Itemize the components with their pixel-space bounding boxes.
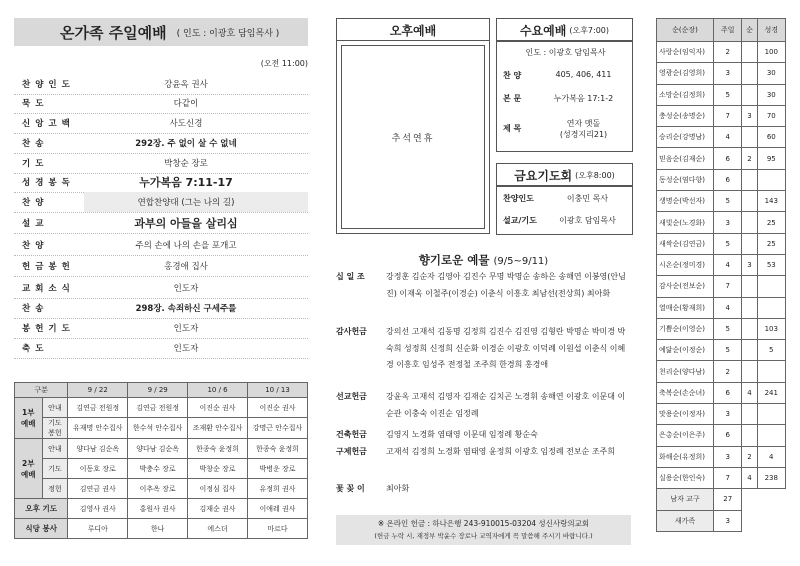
- friday-title: 금요기도회: [514, 168, 573, 183]
- worship-row-label: 기도: [22, 159, 49, 169]
- offering-label: 꽃 꽂 이: [336, 484, 365, 493]
- attendance-cell: 100: [757, 42, 785, 63]
- attendance-cell: 3: [714, 510, 742, 531]
- attendance-cell: 남자 교구: [657, 489, 714, 510]
- attendance-cell: 소망순(김정희): [657, 84, 714, 105]
- schedule-cell: 한종숙 윤정희: [248, 439, 308, 459]
- wednesday-sermon-sub: (성경지리21): [559, 130, 608, 139]
- schedule-cell: 김재순 권사: [188, 499, 248, 519]
- offerings-dates: (9/5~9/11): [493, 256, 549, 267]
- attendance-cell: [742, 212, 757, 233]
- attendance-row: [657, 467, 786, 488]
- attendance-cell: 화해순(유정희): [657, 446, 714, 467]
- worship-row-label: 찬양: [22, 241, 49, 251]
- schedule-cell: 한종숙 윤정희: [188, 439, 248, 459]
- wednesday-title: 수요예배: [519, 23, 567, 38]
- schedule-header-cell: 10 / 13: [248, 383, 308, 398]
- friday-time: (오후8:00): [575, 170, 615, 180]
- attendance-cell: 3: [742, 254, 757, 275]
- attendance-cell: 동성순(염다향): [657, 169, 714, 190]
- attendance-row: [657, 382, 786, 403]
- schedule-row: [15, 519, 308, 539]
- attendance-cell: 143: [757, 191, 785, 212]
- schedule-cell: 루디아: [68, 519, 128, 539]
- offering-label: 십 일 조: [336, 272, 365, 281]
- offering-row: [336, 269, 631, 302]
- attendance-cell: [757, 297, 785, 318]
- worship-row-label: 신앙고백: [22, 119, 75, 129]
- wednesday-hymn-label: 찬 양: [503, 71, 522, 80]
- attendance-cell: 3: [714, 63, 742, 84]
- worship-row-value: 사도신경: [169, 119, 203, 129]
- attendance-row: [657, 446, 786, 467]
- sunday-header: [14, 18, 308, 46]
- worship-row-value: 주의 손에 나의 손을 포개고: [135, 241, 237, 251]
- attendance-cell: 27: [714, 489, 742, 510]
- attendance-row: [657, 169, 786, 190]
- attendance-cell: 2: [714, 361, 742, 382]
- attendance-cell: [742, 404, 757, 425]
- wednesday-leader: 인도 : 이광호 담임목사: [525, 48, 606, 57]
- schedule-cell: 김연금 전원정: [128, 398, 188, 418]
- attendance-row: [657, 425, 786, 446]
- attendance-cell: 5: [757, 340, 785, 361]
- attendance-cell: 4: [757, 446, 785, 467]
- attendance-cell: 2: [714, 42, 742, 63]
- schedule-group: 1부 예배: [15, 398, 43, 439]
- attendance-cell: [742, 361, 757, 382]
- worship-row: [14, 256, 308, 277]
- schedule-header-cell: 구분: [15, 383, 68, 398]
- worship-row-value: 298장. 속죄하신 구세주를: [135, 304, 237, 314]
- attendance-cell: 천리순(양다남): [657, 361, 714, 382]
- attendance-cell: [742, 42, 757, 63]
- attendance-cell: 5: [714, 318, 742, 339]
- worship-row-label: 교회소식: [22, 284, 75, 294]
- friday-sermon-label: 설교/기도: [503, 216, 537, 225]
- schedule-row: [15, 439, 308, 459]
- attendance-cell: 믿음순(김재순): [657, 148, 714, 169]
- schedule-cell: 한수석 안수집사: [128, 418, 188, 439]
- attendance-cell: 60: [757, 127, 785, 148]
- schedule-cell: 양다남 김순옥: [128, 439, 188, 459]
- attendance-row: [657, 489, 786, 510]
- wednesday-hymn: 405, 406, 411: [555, 70, 612, 79]
- schedule-cell: 이진순 권사: [188, 398, 248, 418]
- attendance-table: [656, 18, 786, 532]
- worship-row: [14, 74, 308, 95]
- schedule-row: [15, 479, 308, 499]
- attendance-cell: 4: [714, 254, 742, 275]
- offering-label: 선교헌금: [336, 392, 367, 401]
- worship-row: [14, 113, 308, 134]
- attendance-cell: 30: [757, 84, 785, 105]
- worship-row: [14, 93, 308, 114]
- offering-names: 강윤옥 고재석 김영자 김재순 김치곤 노경휘 송해연 이광호 이문대 이순관 이충숙 이진순 임정례: [386, 392, 626, 418]
- schedule-row: [15, 418, 308, 439]
- attendance-cell: 103: [757, 318, 785, 339]
- attendance-cell: 30: [757, 63, 785, 84]
- offering-label: 건축헌금: [336, 430, 367, 439]
- schedule-cell: 조재환 안수집사: [188, 418, 248, 439]
- attendance-cell: 238: [757, 467, 785, 488]
- attendance-row: [657, 127, 786, 148]
- attendance-cell: [757, 404, 785, 425]
- sunday-time: (오전 11:00): [260, 59, 308, 68]
- attendance-cell: 6: [714, 382, 742, 403]
- attendance-cell: 5: [714, 340, 742, 361]
- worship-row: [14, 298, 308, 319]
- attendance-cell: [757, 276, 785, 297]
- attendance-cell: 영광순(김영희): [657, 63, 714, 84]
- attendance-row: [657, 148, 786, 169]
- attendance-cell: 새싹순(김연금): [657, 233, 714, 254]
- schedule-cell: 박창순 장로: [188, 459, 248, 479]
- attendance-cell: 4: [742, 467, 757, 488]
- attendance-cell: 4: [714, 297, 742, 318]
- offering-row: [336, 481, 631, 498]
- attendance-row: [657, 233, 786, 254]
- schedule-group: 2부 예배: [15, 439, 43, 499]
- attendance-header-cell: 순(순장): [657, 19, 714, 42]
- attendance-cell: 은총순(이은주): [657, 425, 714, 446]
- wednesday-time: (오후7:00): [569, 25, 610, 35]
- wednesday-sermon-title: 연자 맷돌: [566, 119, 601, 128]
- schedule-cell: 김영사 권사: [68, 499, 128, 519]
- attendance-cell: [742, 84, 757, 105]
- offering-names: 김영지 노경화 염태영 이문대 임정례 황순숙: [386, 430, 538, 439]
- attendance-row: [657, 340, 786, 361]
- attendance-cell: 생명순(박선자): [657, 191, 714, 212]
- attendance-cell: 7: [714, 105, 742, 126]
- attendance-cell: 3: [714, 446, 742, 467]
- worship-row: [14, 153, 308, 174]
- attendance-cell: 시온순(정미경): [657, 254, 714, 275]
- worship-row-value: 인도자: [173, 324, 199, 334]
- wednesday-title-label: 제 목: [503, 124, 522, 133]
- afternoon-box: [336, 40, 490, 234]
- attendance-cell: 예닮순(이정순): [657, 340, 714, 361]
- attendance-header-cell: 순: [742, 19, 757, 42]
- worship-row-value: 인도자: [173, 284, 199, 294]
- attendance-cell: [742, 318, 757, 339]
- schedule-row: [15, 499, 308, 519]
- offering-row: [336, 444, 631, 461]
- attendance-cell: 축복순(손순녀): [657, 382, 714, 403]
- attendance-cell: 6: [714, 169, 742, 190]
- attendance-cell: 열매순(황재희): [657, 297, 714, 318]
- attendance-cell: [757, 425, 785, 446]
- attendance-cell: [742, 127, 757, 148]
- offering-row: [336, 324, 631, 374]
- worship-row-label: 찬송: [22, 139, 49, 149]
- attendance-row: [657, 318, 786, 339]
- schedule-header-cell: 9 / 29: [128, 383, 188, 398]
- attendance-cell: 241: [757, 382, 785, 403]
- worship-row-label: 찬양인도: [22, 80, 75, 90]
- attendance-cell: [757, 361, 785, 382]
- attendance-row: [657, 276, 786, 297]
- attendance-empty: [742, 510, 786, 531]
- online-offering-note: [336, 515, 631, 545]
- worship-row-value: 박창순 장로: [164, 159, 208, 169]
- offerings-title: 향기로운 예물: [418, 253, 490, 267]
- schedule-cell: 박충수 장로: [128, 459, 188, 479]
- sunday-title: 온가족 주일예배: [60, 23, 167, 42]
- attendance-cell: [742, 233, 757, 254]
- schedule-cell: 마르다: [248, 519, 308, 539]
- schedule-cell: 양다남 김순옥: [68, 439, 128, 459]
- schedule-cell: 한나: [128, 519, 188, 539]
- schedule-cell: 홍원사 권사: [128, 499, 188, 519]
- attendance-row: [657, 42, 786, 63]
- attendance-cell: 충성순(송명순): [657, 105, 714, 126]
- attendance-row: [657, 212, 786, 233]
- worship-row-label: 봉헌기도: [22, 324, 75, 334]
- schedule-row: [15, 459, 308, 479]
- attendance-row: [657, 510, 786, 531]
- friday-header: [496, 163, 633, 187]
- afternoon-title: 오후예배: [336, 18, 490, 41]
- attendance-cell: 4: [714, 127, 742, 148]
- worship-row-label: 찬송: [22, 304, 49, 314]
- wednesday-text: 누가복음 17:1-2: [553, 94, 614, 103]
- attendance-cell: 5: [714, 84, 742, 105]
- attendance-cell: [742, 169, 757, 190]
- worship-row-value: 홍경애 집사: [164, 262, 208, 272]
- sunday-subtitle: ( 인도 : 이광호 담임목사 ): [176, 28, 280, 39]
- wednesday-text-label: 본 문: [503, 94, 522, 103]
- friday-praise-label: 찬양인도: [503, 194, 534, 203]
- duty-schedule-table: [14, 382, 308, 539]
- bank-note: (헌금 누락 시, 재정부 박윤수 장로나 교역자에게 꼭 말씀해 주시기 바랍니다.): [374, 532, 593, 540]
- worship-row-label: 성경봉독: [22, 178, 75, 188]
- schedule-role: 식당 봉사: [15, 519, 68, 539]
- worship-row-value: 인도자: [173, 344, 199, 354]
- offering-names: 강정훈 김순자 김영아 김진수 무명 박명순 송하은 송해연 이봉영(안님진) 이재욱 이철주(이경순) 이춘식 이흥호 최남선(전상희) 최아화: [386, 272, 626, 298]
- attendance-cell: 5: [714, 233, 742, 254]
- worship-row-label: 설교: [22, 219, 49, 229]
- schedule-role: 기도: [42, 459, 68, 479]
- schedule-cell: 강명근 안수집사: [248, 418, 308, 439]
- attendance-cell: 4: [742, 382, 757, 403]
- worship-row-value: 과부의 아들을 살리심: [134, 217, 238, 230]
- schedule-row: [15, 398, 308, 418]
- attendance-cell: 25: [757, 212, 785, 233]
- schedule-header-cell: 10 / 6: [188, 383, 248, 398]
- offerings-header: [336, 252, 631, 268]
- schedule-role: 기도 봉헌: [42, 418, 68, 439]
- schedule-cell: 에스더: [188, 519, 248, 539]
- attendance-cell: 25: [757, 233, 785, 254]
- offering-row: [336, 389, 631, 422]
- schedule-role: 안내: [42, 439, 68, 459]
- schedule-cell: 이애레 권사: [248, 499, 308, 519]
- attendance-header-cell: 성경: [757, 19, 785, 42]
- attendance-cell: 새가족: [657, 510, 714, 531]
- worship-row-value: 292장. 주 없이 살 수 없네: [135, 139, 237, 149]
- schedule-role: 안내: [42, 398, 68, 418]
- attendance-cell: 새빛순(노경화): [657, 212, 714, 233]
- worship-row: [14, 338, 308, 359]
- attendance-cell: 감사순(전보순): [657, 276, 714, 297]
- schedule-role: 오후 기도: [15, 499, 68, 519]
- schedule-cell: 김연금 전원정: [68, 398, 128, 418]
- attendance-cell: [742, 191, 757, 212]
- friday-sermon: 이광호 담임목사: [559, 216, 616, 225]
- offering-row: [336, 427, 631, 444]
- attendance-cell: 70: [757, 105, 785, 126]
- attendance-row: [657, 297, 786, 318]
- attendance-cell: 6: [714, 425, 742, 446]
- attendance-cell: 실용순(한인숙): [657, 467, 714, 488]
- attendance-row: [657, 63, 786, 84]
- offering-names: 최아화: [386, 484, 410, 493]
- schedule-cell: 이추옥 장로: [128, 479, 188, 499]
- attendance-empty: [742, 489, 786, 510]
- worship-row-value: 강윤옥 권사: [164, 80, 208, 90]
- worship-row: [14, 278, 308, 299]
- attendance-cell: 3: [742, 105, 757, 126]
- wednesday-header: [496, 18, 633, 42]
- friday-box: [496, 185, 633, 235]
- attendance-cell: 7: [714, 276, 742, 297]
- worship-row-value: 연합찬양대 (그는 나의 길): [84, 192, 308, 212]
- worship-row-label: 헌금봉헌: [22, 262, 75, 272]
- schedule-cell: 이진순 권사: [248, 398, 308, 418]
- worship-row: [14, 235, 308, 256]
- attendance-cell: 6: [714, 148, 742, 169]
- attendance-cell: 2: [742, 148, 757, 169]
- attendance-cell: [742, 297, 757, 318]
- attendance-cell: 3: [714, 212, 742, 233]
- worship-row: [14, 213, 308, 234]
- attendance-row: [657, 254, 786, 275]
- attendance-cell: 승리순(강명남): [657, 127, 714, 148]
- schedule-cell: 유정희 권사: [248, 479, 308, 499]
- afternoon-text: 추석연휴: [341, 45, 485, 229]
- attendance-cell: [742, 340, 757, 361]
- attendance-cell: 기쁨순(이영순): [657, 318, 714, 339]
- attendance-row: [657, 361, 786, 382]
- worship-row-value: 다같이: [173, 99, 199, 109]
- attendance-cell: 53: [757, 254, 785, 275]
- schedule-cell: 유재명 안수집사: [68, 418, 128, 439]
- attendance-header-cell: 주일: [714, 19, 742, 42]
- worship-row-label: 축도: [22, 344, 49, 354]
- attendance-cell: [757, 169, 785, 190]
- attendance-cell: [742, 276, 757, 297]
- worship-row: [14, 133, 308, 154]
- offering-names: 강의선 고재석 김동명 김정희 김진수 김진영 김형란 박명순 박미경 박숙희 성정희 신정희 신순화 이경순 이광호 이덕례 이원섭 이춘식 이혜경 이흥호 임성주 전정철 조주희 한경희 홍경애: [386, 327, 626, 369]
- offering-label: 구제헌금: [336, 447, 367, 456]
- attendance-cell: 95: [757, 148, 785, 169]
- worship-row: [14, 172, 308, 193]
- attendance-cell: 사랑순(임익자): [657, 42, 714, 63]
- schedule-cell: 박병운 장로: [248, 459, 308, 479]
- schedule-role: 정헌: [42, 479, 68, 499]
- offering-names: 고재석 김정희 노경화 염태영 윤정희 이광호 임정례 전보순 조주희: [386, 447, 615, 456]
- schedule-cell: 이동호 장로: [68, 459, 128, 479]
- wednesday-box: [496, 40, 633, 152]
- attendance-row: [657, 84, 786, 105]
- worship-row-label: 묵도: [22, 99, 49, 109]
- worship-row-label: 찬양: [22, 198, 49, 208]
- worship-row: [14, 318, 308, 339]
- attendance-cell: [742, 425, 757, 446]
- schedule-cell: 김연금 권사: [68, 479, 128, 499]
- worship-row-value: 누가복음 7:11-17: [139, 176, 233, 189]
- attendance-row: [657, 404, 786, 425]
- attendance-row: [657, 191, 786, 212]
- attendance-cell: 맛용순(이정자): [657, 404, 714, 425]
- offering-label: 감사헌금: [336, 327, 367, 336]
- worship-row: [14, 192, 308, 213]
- attendance-cell: 3: [714, 404, 742, 425]
- friday-praise: 이충민 목사: [566, 194, 609, 203]
- schedule-header-cell: 9 / 22: [68, 383, 128, 398]
- attendance-cell: 2: [742, 446, 757, 467]
- bank-account: ※ 온라인 헌금 : 하나은행 243-910015-03204 성신사랑의교회: [377, 519, 590, 528]
- schedule-cell: 이정심 집사: [188, 479, 248, 499]
- attendance-cell: [742, 63, 757, 84]
- attendance-cell: 7: [714, 467, 742, 488]
- attendance-cell: 5: [714, 191, 742, 212]
- attendance-row: [657, 105, 786, 126]
